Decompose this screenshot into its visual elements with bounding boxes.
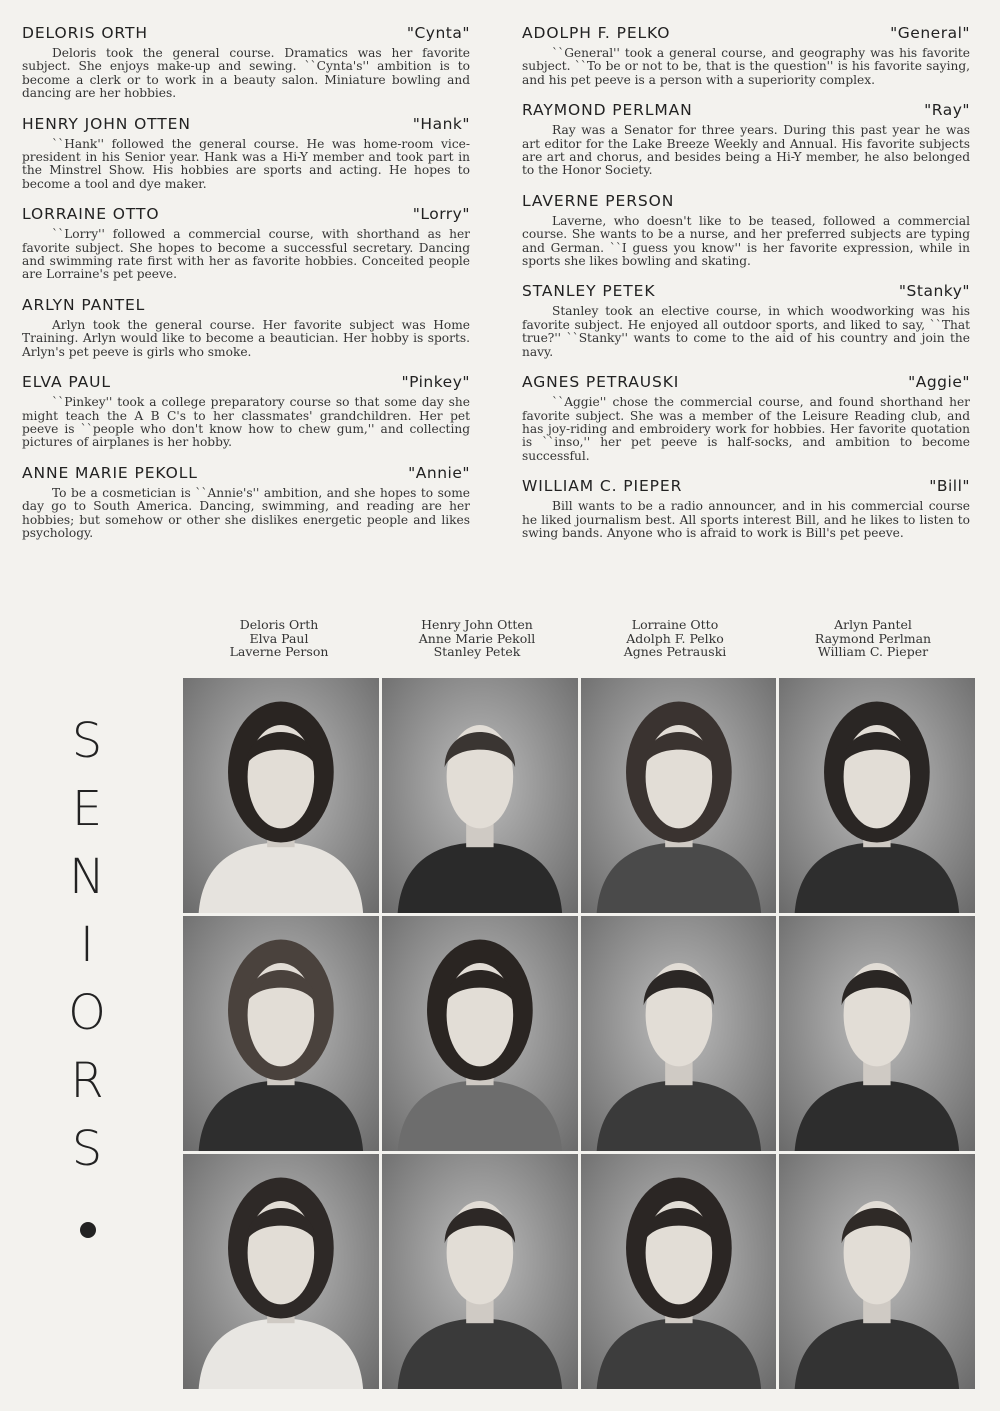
entry-header [22,205,470,223]
portrait-silhouette [581,916,777,1151]
side-title-seniors [62,707,112,1183]
senior-name: LORRAINE OTTO [22,205,160,224]
senior-name: DELORIS ORTH [22,24,148,42]
caption-name: Arlyn Pantel [834,617,912,632]
senior-portrait [183,916,379,1151]
senior-portrait [779,916,975,1151]
senior-bio: ``Hank'' followed the general course. He was home-room vice-president in his Senior year. Hank was a Hi-Y member and took part in the Minstrel Show. His hobbies are sports and acting. He hopes to become a tool and dye maker. [22,136,470,191]
senior-bio: ``General'' took a general course, and geography was his favorite subject. ``To be or not to be, that is the question'' is his favorite saying, and his pet peeve is a person with a superiority complex. [522,46,970,87]
caption-column [576,618,774,659]
side-title-letter: O [68,985,106,1041]
caption-column [774,618,972,659]
senior-entry [522,101,970,178]
portrait-silhouette [382,916,578,1151]
senior-entry [22,373,470,450]
senior-entry [522,24,970,87]
senior-nickname: "Annie" [408,463,470,482]
senior-nickname: "Stanky" [898,282,970,301]
senior-portrait [779,1154,975,1389]
senior-portrait [183,1154,379,1389]
entry-header [522,24,970,42]
entry-header [522,282,970,300]
senior-name: HENRY JOHN OTTEN [22,114,191,133]
entry-header [522,192,970,210]
entry-header [22,464,470,482]
entry-header [22,373,470,391]
portrait-silhouette [581,1154,777,1389]
senior-entry [522,282,970,359]
senior-bio: To be a cosmetician is ``Annie's'' ambition, and she hopes to some day go to South America. Dancing, swimming, and reading are her hobbies; but somehow or other she dislikes energetic people and likes psychology. [22,485,470,540]
senior-bio: Laverne, who doesn't like to be teased, followed a commercial course. She wants to be a nurse, and her preferred subjects are typing and German. ``I guess you know'' is her favorite expression, while in sports she likes bowling and skating. [522,213,970,269]
senior-nickname: "Lorry" [412,205,470,224]
senior-nickname: "Pinkey" [401,373,470,392]
senior-portrait [382,916,578,1151]
senior-nickname: "Bill" [929,477,970,496]
senior-entry [22,464,470,541]
caption-name: Anne Marie Pekoll [418,630,536,646]
right-column [522,24,970,554]
caption-name: Lorraine Otto [631,617,719,632]
entry-header [22,296,470,314]
caption-name: Deloris Orth [239,617,319,632]
caption-column [180,618,378,659]
caption-name: Henry John Otten [421,617,533,632]
photo-captions [180,618,972,659]
caption-name: Stanley Petek [433,644,521,659]
senior-portrait [779,678,975,913]
caption-name: Adolph F. Pelko [626,630,724,646]
senior-name: RAYMOND PERLMAN [522,101,693,120]
side-title-letter: N [69,849,105,905]
portrait-silhouette [382,678,578,913]
senior-portrait [382,1154,578,1389]
caption-column [378,618,576,659]
portrait-silhouette [183,678,379,913]
senior-nickname: "Cynta" [406,24,470,42]
portrait-silhouette [779,916,975,1151]
senior-name: ELVA PAUL [22,373,111,392]
side-title-letter: S [71,713,103,769]
portrait-grid [183,678,975,1389]
senior-name: WILLIAM C. PIEPER [522,477,683,496]
caption-name: Raymond Perlman [814,630,932,646]
entry-header [522,101,970,119]
senior-portrait [581,678,777,913]
entry-header [22,24,470,42]
side-title-letter: E [71,781,103,837]
senior-bio: Stanley took an elective course, in which woodworking was his favorite subject. He enjoyed all outdoor sports, and liked to say, ``That true?'' ``Stanky'' wants to come to the aid of his country and join the navy. [522,304,970,359]
senior-name: ADOLPH F. PELKO [522,24,671,42]
senior-name: LAVERNE PERSON [522,191,675,210]
side-title-letter: R [70,1053,104,1109]
senior-bio: Bill wants to be a radio announcer, and in his commercial course he liked journalism best. All sports interest Bill, and he likes to listen to swing bands. Anyone who is afraid to work is Bill's pet peeve. [522,499,970,540]
entry-header [522,373,970,391]
senior-name: ARLYN PANTEL [22,295,146,314]
caption-name: Elva Paul [249,630,309,646]
side-title-letter: S [71,1121,103,1177]
senior-bio: ``Aggie'' chose the commercial course, and found shorthand her favorite subject. She was a member of the Leisure Reading club, and has joy-riding and embroidery work for hobbies. Her favorite quotation is ``inso,'' her pet peeve is half-socks, and ambition to become successful. [522,395,970,463]
senior-entry [522,477,970,540]
portrait-silhouette [779,678,975,913]
portrait-silhouette [779,1154,975,1389]
senior-name: STANLEY PETEK [522,282,656,301]
senior-bio: Ray was a Senator for three years. During this past year he was art editor for the Lake Breeze Weekly and Annual. His favorite subjects are art and chorus, and besides being a Hi-Y member, he also belonged to the Honor Society. [522,123,970,178]
senior-name: ANNE MARIE PEKOLL [22,463,198,482]
senior-name: AGNES PETRAUSKI [522,373,680,392]
senior-entry [22,24,470,101]
senior-portrait [382,678,578,913]
senior-entry [22,296,470,359]
senior-nickname: "Hank" [412,114,470,133]
senior-portrait [581,916,777,1151]
portrait-silhouette [183,916,379,1151]
senior-bio: Deloris took the general course. Dramatics was her favorite subject. She enjoys make-up and sewing. ``Cynta's'' ambition is to become a clerk or to work in a beauty salon. Miniature bowling and dancing are her hobbies. [22,46,470,101]
left-column [22,24,470,554]
senior-entry [522,373,970,463]
caption-name: Agnes Petrauski [623,644,727,659]
caption-name: Laverne Person [229,644,329,659]
senior-entry [22,115,470,192]
senior-nickname: "Aggie" [908,373,970,392]
senior-entry [522,192,970,269]
portrait-silhouette [183,1154,379,1389]
senior-nickname: "Ray" [924,101,970,120]
senior-bio: ``Lorry'' followed a commercial course, with shorthand as her favorite subject. She hopes to become a successful secretary. Dancing and swimming rate first with her as favorite hobbies. Conceited people are Lorraine's pet peeve. [22,227,470,282]
side-title-letter: I [79,917,95,973]
senior-entry [22,205,470,282]
senior-bio: Arlyn took the general course. Her favorite subject was Home Training. Arlyn would like to become a beautician. Her hobby is sports. Arlyn's pet peeve is girls who smoke. [22,317,470,359]
senior-portrait [581,1154,777,1389]
entry-header [522,477,970,495]
senior-bio: ``Pinkey'' took a college preparatory course so that some day she might teach the A B C's to her classmates' grandchildren. Her pet peeve is ``people who don't know how to chew gum,'' and collecting pictures of airplanes is her hobby. [22,395,470,450]
portrait-silhouette [382,1154,578,1389]
entry-header [22,115,470,133]
portrait-silhouette [581,678,777,913]
senior-nickname: "General" [890,24,970,42]
senior-portrait [183,678,379,913]
caption-name: William C. Pieper [817,644,929,659]
bullet-dot [80,1222,96,1238]
